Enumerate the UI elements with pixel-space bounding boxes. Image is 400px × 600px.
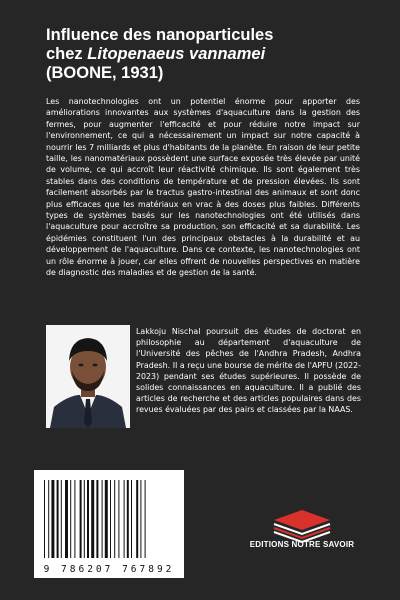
barcode-bar [118, 480, 119, 558]
barcode-bar [44, 480, 45, 558]
barcode-bar [127, 480, 129, 558]
barcode-bar [48, 480, 49, 558]
barcode-bar [51, 480, 54, 558]
barcode-bar [61, 480, 62, 558]
book-abstract: Les nanotechnologies ont un potentiel énorme pour apporter des améliorations innovantes aux systèmes d'aquaculture dans la gestion des fermes, pour augmenter l'efficacité et pour réduire notre impact sur l'environnement, ce qui a nécessairement un impact sur notre capacité à nourrir les 7 milliards et plus d'habitants de la planète. En raison de leur petite taille, les nanomatériaux possèdent une surface exposée très élevée par unité de volume, ce qui accroît leur réactivité chimique. Ils sont également très stables dans des conditions de température et de pression élevées. Ils sont facilement absorbés par le tractus gastro-intestinal des animaux et sont donc plus efficaces que les matériaux en vrac à des doses plus faibles. Différents types de systèmes basés sur les nanotechnologies ont été utilisés dans l'aquaculture pour accroître sa production, son efficacité et sa durabilité. Les épidémies constituent l'un des principaux obstacles à la durabilité et au développement de l'aquaculture. Dans ce contexte, les nanotechnologies ont un rôle énorme à jouer, car elles offrent de nouvelles perspectives en matière de diagnostic des maladies et de gestion de la santé. [46, 97, 360, 278]
barcode-bar [131, 480, 132, 558]
barcode-bar [140, 480, 141, 558]
barcode-bar [102, 480, 103, 558]
barcode-bar [145, 480, 146, 558]
barcode-bar [57, 480, 59, 558]
publisher-name [232, 540, 372, 549]
isbn-digits: 9 786207 767892 [43, 564, 175, 575]
isbn-barcode [34, 470, 184, 578]
author-bio: Lakkoju Nischal poursuit des études de doctorat en philosophie au département d'aquaculture de l'Université des pêches de l'Andhra Pradesh, Andhra Pradesh. Il a reçu une bourse de mérite de l'APFU (2022-2023) pendant ses études supérieures. Il possède de solides connaissances en aquaculture. Il a publié des articles de recherche et des articles populaires dans des revues évaluées par des pairs et classées par la NAAS. [136, 327, 361, 415]
barcode-bars [34, 470, 184, 562]
barcode-bar [84, 480, 85, 558]
barcode-bar [65, 480, 68, 558]
title-species: Litopenaeus vannamei [87, 45, 266, 63]
barcode-bar [96, 480, 98, 558]
barcode-bar [74, 480, 75, 558]
publisher-name-part: EDITIONS NOTRE [249, 540, 323, 549]
title-prefix: chez [46, 45, 88, 63]
barcode-bar [70, 480, 71, 558]
barcode-bar [136, 480, 138, 558]
barcode-bar [80, 480, 82, 558]
book-title [46, 26, 376, 83]
barcode-bar [110, 480, 111, 558]
barcode-bar [124, 480, 125, 558]
author-photo [46, 325, 130, 428]
title-line-1: Influence des nanoparticules [46, 26, 274, 44]
barcode-bar [114, 480, 115, 558]
barcode-bar [91, 480, 94, 558]
barcode-bar [87, 480, 89, 558]
barcode-bar [105, 480, 108, 558]
title-line-3: (BOONE, 1931) [46, 64, 164, 82]
author-portrait-image [46, 325, 130, 428]
publisher-name-end: SAVOIR [322, 540, 355, 549]
